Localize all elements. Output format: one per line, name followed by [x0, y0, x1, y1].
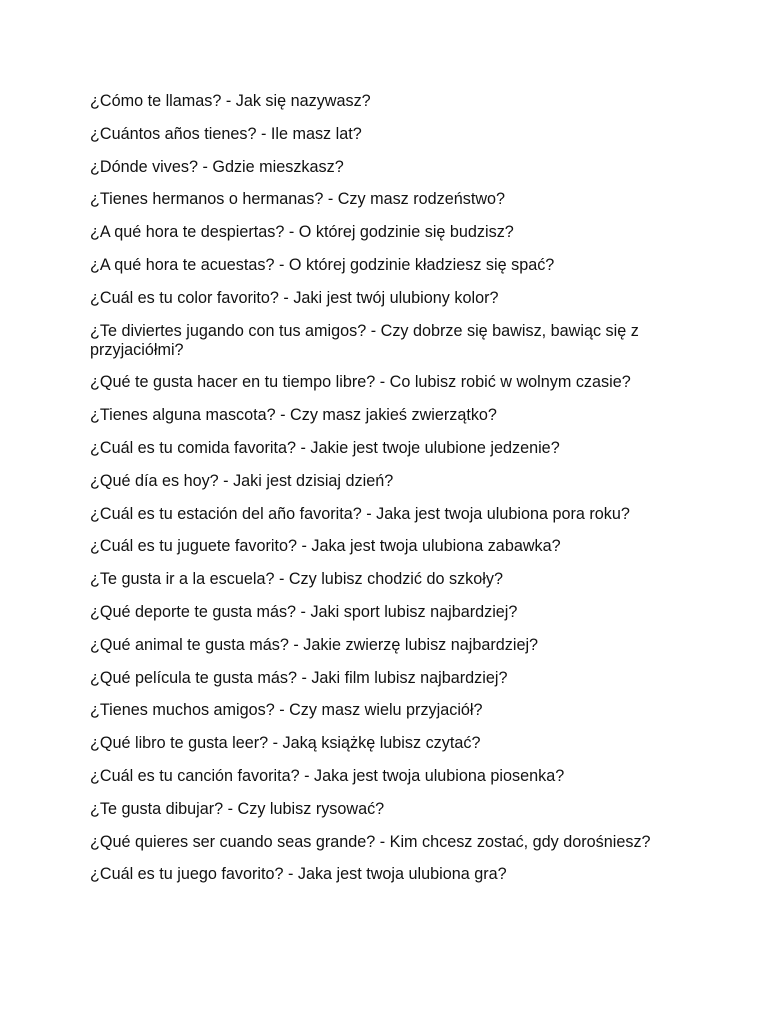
question-line: ¿Cuál es tu canción favorita? - Jaka jest twoja ulubiona piosenka? [90, 766, 565, 785]
question-line: ¿A qué hora te despiertas? - O której godzinie się budzisz? [90, 223, 514, 242]
question-line: ¿Cuál es tu estación del año favorita? - Jaka jest twoja ulubiona pora roku? [90, 504, 630, 523]
question-line: ¿Qué animal te gusta más? - Jakie zwierzę lubisz najbardziej? [90, 635, 539, 654]
question-line: ¿Tienes alguna mascota? - Czy masz jakieś zwierzątko? [90, 406, 497, 425]
question-line: ¿Qué película te gusta más? - Jaki film lubisz najbardziej? [90, 668, 508, 687]
question-line: ¿Dónde vives? - Gdzie mieszkasz? [90, 157, 344, 176]
question-list [90, 92, 690, 898]
question-line: ¿Qué libro te gusta leer? - Jaką książkę lubisz czytać? [90, 734, 481, 753]
question-line: ¿Cuál es tu juego favorito? - Jaka jest twoja ulubiona gra? [90, 865, 507, 884]
question-line: ¿Tienes muchos amigos? - Czy masz wielu przyjaciół? [90, 701, 483, 720]
question-line: ¿Tienes hermanos o hermanas? - Czy masz rodzeństwo? [90, 190, 506, 209]
question-line: ¿Te diviertes jugando con tus amigos? - Czy dobrze się bawisz, bawiąc się z przyjaciółmi? [90, 321, 639, 359]
question-line: ¿Cuántos años tienes? - Ile masz lat? [90, 124, 362, 143]
question-line: ¿Cuál es tu comida favorita? - Jakie jest twoje ulubione jedzenie? [90, 438, 560, 457]
question-line: ¿Qué quieres ser cuando seas grande? - Kim chcesz zostać, gdy dorośniesz? [90, 832, 651, 851]
question-line: ¿Qué te gusta hacer en tu tiempo libre? - Co lubisz robić w wolnym czasie? [90, 373, 631, 392]
question-line: ¿Cuál es tu color favorito? - Jaki jest twój ulubiony kolor? [90, 288, 499, 307]
question-line: ¿Te gusta ir a la escuela? - Czy lubisz chodzić do szkoły? [90, 570, 503, 589]
question-line: ¿Qué día es hoy? - Jaki jest dzisiaj dzień? [90, 471, 394, 490]
question-line: ¿Te gusta dibujar? - Czy lubisz rysować? [90, 799, 385, 818]
question-line: ¿Qué deporte te gusta más? - Jaki sport lubisz najbardziej? [90, 602, 518, 621]
question-line: ¿A qué hora te acuestas? - O której godzinie kładziesz się spać? [90, 255, 555, 274]
question-line: ¿Cuál es tu juguete favorito? - Jaka jest twoja ulubiona zabawka? [90, 537, 561, 556]
question-line: ¿Cómo te llamas? - Jak się nazywasz? [90, 92, 371, 110]
